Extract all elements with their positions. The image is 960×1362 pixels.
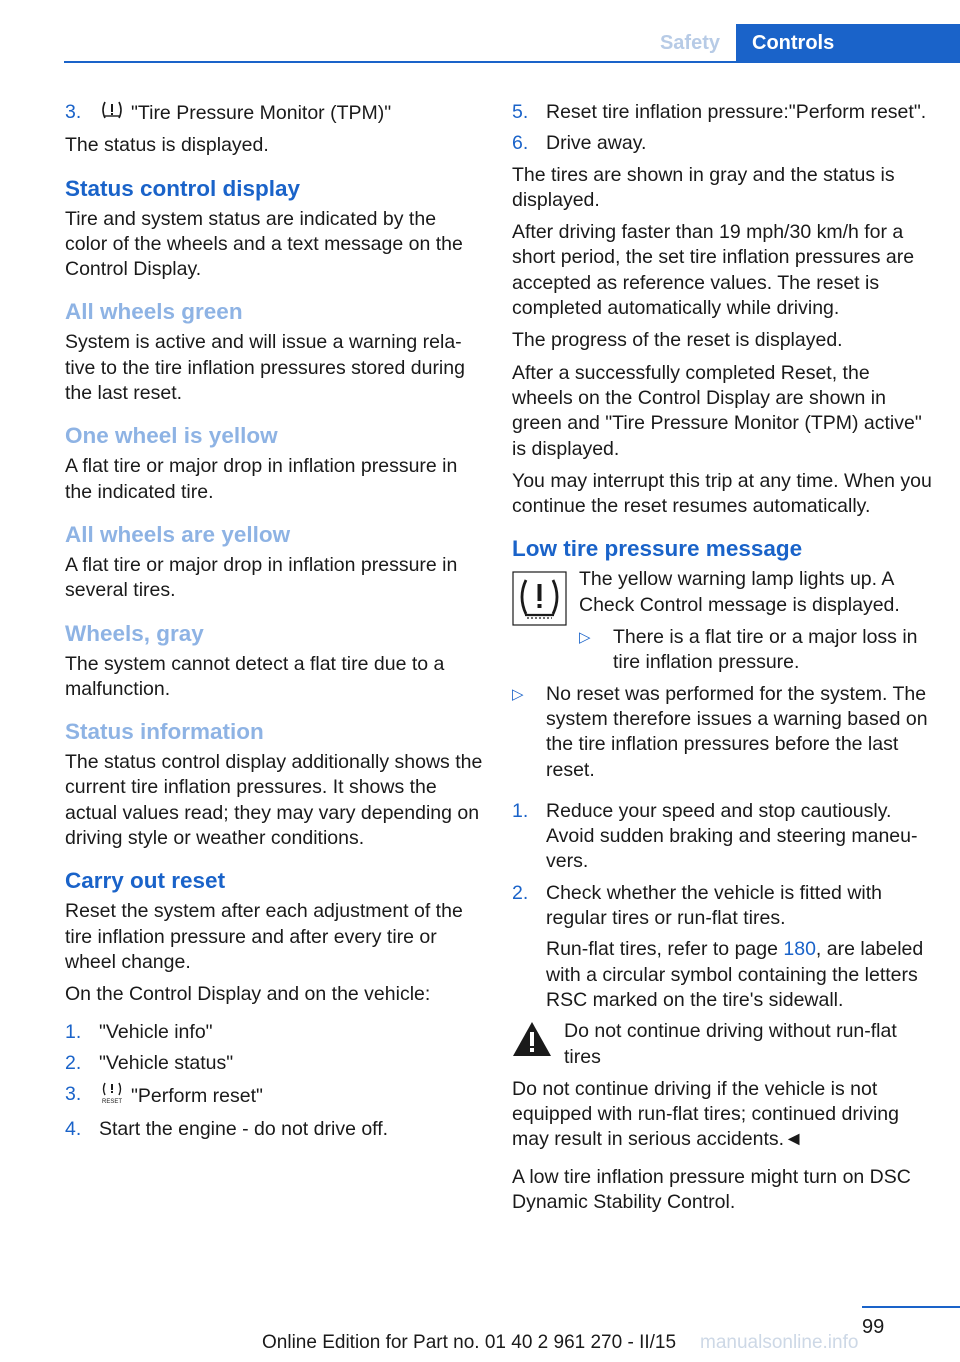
list-text: "Perform reset" [131, 1084, 263, 1107]
header-rule [64, 61, 960, 63]
heading-all-yellow: All wheels are yellow [65, 521, 291, 547]
paragraph: After driving faster than 19 mph/30 km/h for a short period, the set tire inflation pressures are accepted as reference values. The reset is completed automatically while driving. [512, 221, 915, 320]
heading-gray: Wheels, gray [65, 620, 204, 646]
footer-rule [862, 1306, 960, 1308]
bullet-item [579, 625, 932, 676]
right-column [512, 100, 932, 1222]
tire-warning-lamp-icon [512, 571, 567, 626]
list-item [512, 799, 932, 875]
paragraph: The progress of the reset is displayed. [512, 329, 843, 352]
bullet-item [512, 682, 932, 783]
site-watermark: manualsonline.info [700, 1332, 859, 1353]
list-text: "Vehicle status" [99, 1051, 234, 1074]
list-number: 3. [65, 101, 82, 123]
warning-lamp-block [512, 567, 932, 675]
heading-carry-out-reset: Carry out reset [65, 868, 226, 894]
paragraph: You may interrupt this trip at any time. When you continue the reset resumes automatically. [512, 469, 932, 518]
paragraph: A flat tire or major drop in inflation pressure in several tires. [65, 553, 458, 602]
list-number: 5. [512, 101, 529, 123]
list-item [65, 1051, 483, 1076]
caution-block [512, 1019, 932, 1070]
left-column [65, 100, 483, 1149]
paragraph: The status control display additionally shows the current tire inflation pressures. It shows the actual values read; they may vary depending on driving style or weather conditions. [65, 751, 483, 850]
list-number: 1. [512, 799, 529, 822]
list-number: 1. [65, 1020, 82, 1043]
paragraph: Reset the system after each adjustment of the tire inflation pressure and after every tire or wheel change. [65, 900, 463, 973]
list-text: There is a flat tire or a major loss in tire inflation pressure. [613, 626, 918, 674]
list-text: Reset tire inflation pressure:"Perform reset". [546, 101, 927, 123]
page-link[interactable]: 180 [783, 938, 816, 961]
bullet-icon: ▷ [512, 685, 524, 703]
paragraph: The status is displayed. [65, 134, 269, 157]
list-item [65, 100, 483, 127]
list-number: 6. [512, 132, 529, 155]
list-text: "Vehicle info" [99, 1020, 213, 1043]
warning-triangle-icon [512, 1021, 552, 1057]
reset-icon-label: RESET [101, 1099, 123, 1105]
paragraph: A low tire inflation pressure might turn on DSC Dynamic Stability Control. [512, 1165, 911, 1213]
list-item [65, 1020, 483, 1045]
paragraph: System is active and will issue a warning relative to the tire inflation pressures stored during the last reset. [65, 331, 465, 405]
tab-safety[interactable]: Safety [659, 32, 720, 54]
tab-controls[interactable]: Controls [736, 24, 960, 62]
list-text: Drive away. [546, 132, 647, 155]
list-item [65, 1082, 483, 1111]
tpm-icon [99, 100, 125, 127]
runflat-text-pre: Run-flat tires, refer to page [546, 938, 784, 961]
list-item [512, 131, 932, 156]
edition-text: Online Edition for Part no. 01 40 2 961 270 - II/15 [262, 1332, 677, 1353]
list-number: 2. [512, 881, 529, 904]
paragraph: The yellow warning lamp lights up. A Check Control message is displayed. [579, 568, 900, 616]
paragraph: The system cannot detect a flat tire due to a malfunction. [65, 652, 445, 700]
list-text: "Tire Pressure Monitor (TPM)" [131, 101, 392, 124]
paragraph: Do not continue driving if the vehicle is not equipped with run-flat tires; continued driving may result in serious accidents.◄ [512, 1077, 899, 1151]
bullet-icon: ▷ [579, 629, 591, 647]
heading-all-green: All wheels green [65, 299, 243, 325]
paragraph: On the Control Display and on the vehicle: [65, 983, 431, 1006]
list-text: No reset was performed for the system. The system therefore issues a warning based on the tire inflation pressures before the last reset. [546, 682, 928, 781]
list-item [512, 881, 932, 932]
heading-status-control: Status control display [65, 175, 301, 201]
list-number: 2. [65, 1051, 82, 1074]
page-number: 99 [862, 1316, 885, 1338]
paragraph [546, 937, 932, 1013]
list-number: 3. [65, 1083, 82, 1106]
list-text: Start the engine - do not drive off. [99, 1118, 389, 1141]
tpm-reset-icon [99, 1082, 125, 1111]
heading-one-yellow: One wheel is yellow [65, 423, 278, 449]
paragraph: After a successfully completed Reset, the wheels on the Control Display are shown in green and "Tire Pressure Monitor (TPM) active" is displayed. [512, 361, 922, 460]
heading-low-tire-pressure: Low tire pressure message [512, 536, 803, 562]
list-text: Check whether the vehicle is fitted with regular tires or run-flat tires. [546, 881, 882, 930]
list-number: 4. [65, 1118, 82, 1141]
runflat-text-post: , are labeled with a circular symbol containing the letters RSC marked on the tire's sidewall. [546, 938, 924, 1011]
caution-title: Do not continue driving without run-flat tires [564, 1020, 897, 1068]
heading-status-info: Status information [65, 719, 264, 745]
list-text: Reduce your speed and stop cautiously. Avoid sudden braking and steering maneuvers. [546, 799, 918, 873]
list-item [65, 1117, 483, 1142]
paragraph: The tires are shown in gray and the status is displayed. [512, 163, 895, 211]
paragraph: A flat tire or major drop in inflation pressure in the indicated tire. [65, 455, 458, 503]
paragraph: Tire and system status are indicated by the color of the wheels and a text message on the Control Display. [65, 207, 463, 281]
list-item [512, 100, 932, 125]
